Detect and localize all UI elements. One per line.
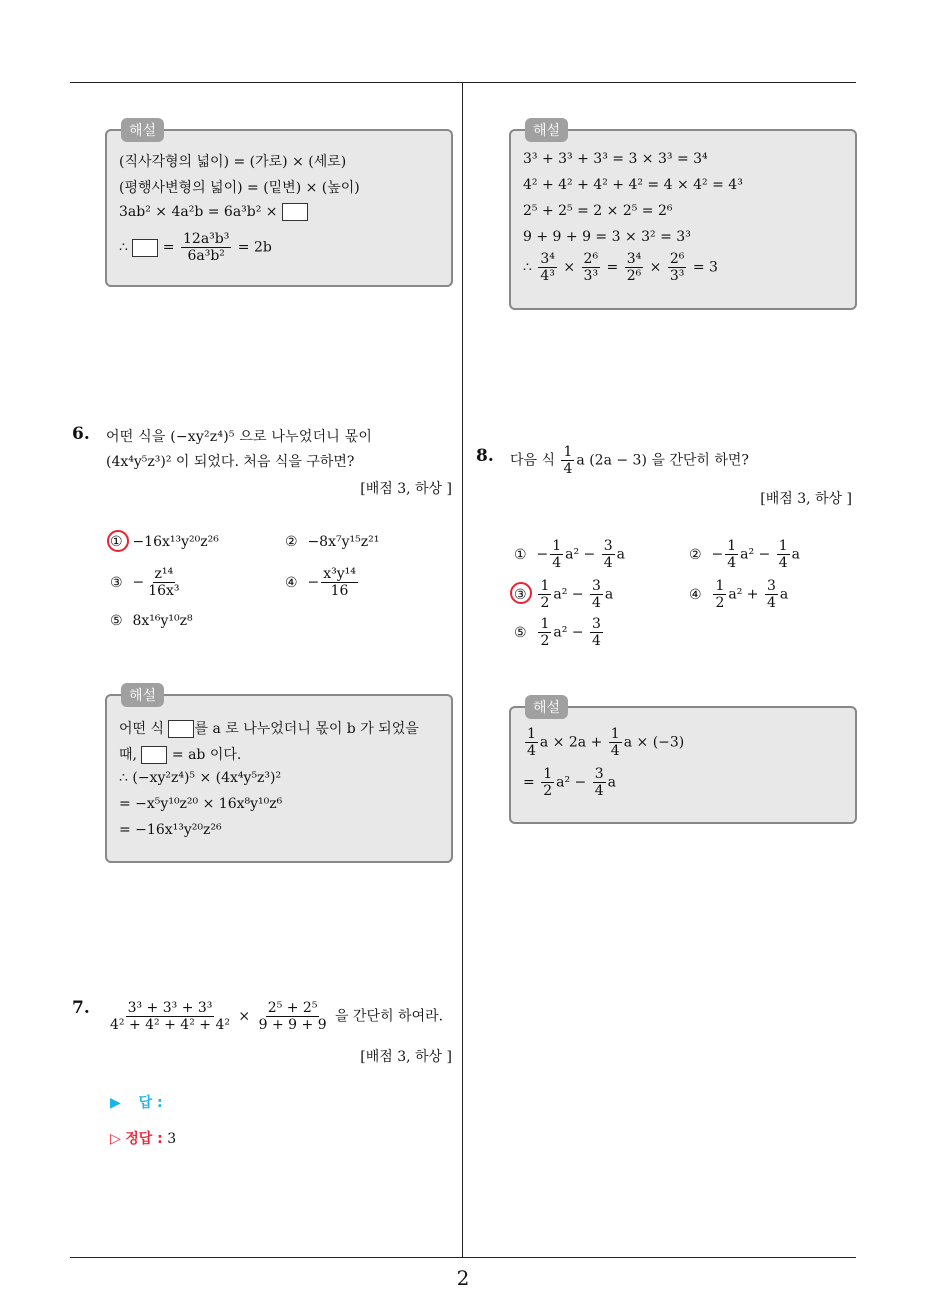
answer-placeholder-box [282, 203, 308, 221]
solution-line: = −16x¹³y²⁰z²⁶ [119, 822, 222, 838]
solution-box-q6 [105, 688, 453, 863]
solution-line: ∴ $\frac{\text{3⁴}}{\text{4³}}$ × $\frac{\text{2⁶}}{\text{3³}}$ = $\frac{\text{3⁴}}{\text{2⁶}}$ × $\frac{\text{2⁶}}{\text{3³}}$ = 3 [523, 251, 718, 285]
choice-2[interactable]: ② − $\frac{1}{4}$ a² − $\frac{1}{4}$ a [689, 538, 800, 572]
page-number: 2 [456, 1266, 470, 1290]
question-text: (4x⁴y⁵z³)² 이 되었다. 처음 식을 구하면? [106, 454, 355, 470]
solution-line: 때, = ab 이다. [119, 747, 242, 763]
choice-5[interactable]: ⑤ 8x¹⁶y¹⁰z⁸ [110, 613, 193, 629]
solution-line: 4² + 4² + 4² + 4² = 4 × 4² = 4³ [523, 177, 743, 193]
solution-line: 3ab² × 4a²b = 6a³b² × [119, 203, 308, 221]
fraction: $\frac{\text{2⁵ + 2⁵}}{9 + 9 + 9}$ [258, 1000, 327, 1034]
solution-tag: 해설 [121, 683, 164, 707]
solution-line: 2⁵ + 2⁵ = 2 × 2⁵ = 2⁶ [523, 203, 673, 219]
solution-line: ∴ (−xy²z⁴)⁵ × (4x⁴y⁵z³)² [119, 770, 282, 786]
choice-3[interactable]: ③ $\frac{1}{2}$ a² − $\frac{3}{4}$ a [514, 578, 614, 612]
choice-4[interactable]: ④ $\frac{1}{2}$ a² + $\frac{3}{4}$ a [689, 578, 789, 612]
solution-line: 어떤 식 를 a 로 나누었더니 몫이 b 가 되었을 [119, 721, 419, 737]
answer-row: ▶ 답 : [110, 1095, 163, 1111]
solution-box-q8 [509, 700, 857, 824]
play-arrow-icon: ▶ [110, 1095, 121, 1111]
fraction: $\frac{\text{3⁴}}{\text{4³}}$ [540, 251, 555, 285]
answer-placeholder-box [132, 239, 158, 257]
correct-answer-row: ▷ 정답 : 3 [110, 1131, 177, 1147]
choice-5[interactable]: ⑤ $\frac{1}{2}$ a² − $\frac{3}{4}$ [514, 616, 601, 650]
solution-line: (직사각형의 넓이) = (가로) × (세로) [119, 154, 347, 170]
hollow-arrow-icon: ▷ [110, 1131, 121, 1147]
question-number: 7. [72, 998, 90, 1018]
question-text: 다음 식 $\frac{1}{4}$ a (2a − 3) 을 간단히 하면? [510, 444, 749, 478]
column-divider [462, 83, 463, 1257]
fraction: $\frac{1}{4}$ [563, 444, 573, 478]
fraction: $\frac{\text{2⁶}}{\text{3³}}$ [669, 251, 685, 285]
solution-line: 9 + 9 + 9 = 3 × 3² = 3³ [523, 229, 691, 245]
choice-2[interactable]: ② −8x⁷y¹⁵z²¹ [285, 534, 380, 550]
solution-line: = −x⁵y¹⁰z²⁰ × 16x⁸y¹⁰z⁶ [119, 796, 283, 812]
solution-tag: 해설 [525, 118, 568, 142]
question-number: 6. [72, 424, 90, 444]
score-label: [배점 3, 하상 ] [760, 491, 852, 507]
answer-placeholder-box [168, 720, 194, 738]
solution-line: 3³ + 3³ + 3³ = 3 × 3³ = 3⁴ [523, 151, 708, 167]
fraction: $\frac{\text{12a³b³}}{\text{6a³b²}}$ [183, 231, 230, 265]
choice-1[interactable]: ① −16x¹³y²⁰z²⁶ [110, 534, 219, 550]
solution-tag: 해설 [525, 695, 568, 719]
solution-box-q7 [509, 123, 857, 310]
solution-line: $\frac{1}{4}$ a × 2a + $\frac{1}{4}$ a × (−3) [527, 726, 685, 760]
score-label: [배점 3, 하상 ] [360, 1049, 452, 1065]
choice-1[interactable]: ① − $\frac{1}{4}$ a² − $\frac{3}{4}$ a [514, 538, 625, 572]
question-number: 8. [476, 446, 494, 466]
choice-3[interactable]: ③ − $\frac{\text{z¹⁴}}{\text{16x³}}$ [110, 566, 180, 600]
solution-line: ∴ = $\frac{\text{12a³b³}}{\text{6a³b²}}$ = 2b [119, 231, 272, 265]
answer-placeholder-box [141, 746, 167, 764]
solution-box-q5 [105, 123, 453, 287]
fraction: $\frac{\text{3³ + 3³ + 3³}}{\text{4² + 4² + 4² + 4²}}$ [110, 1000, 230, 1034]
question-text: 어떤 식을 (−xy²z⁴)⁵ 으로 나누었더니 몫이 [106, 429, 373, 445]
fraction: $\frac{\text{3⁴}}{\text{2⁶}}$ [626, 251, 642, 285]
solution-tag: 해설 [121, 118, 164, 142]
top-rule [70, 82, 856, 83]
choice-4[interactable]: ④ − $\frac{\text{x³y¹⁴}}{16}$ [285, 566, 356, 600]
fraction: $\frac{\text{2⁶}}{\text{3³}}$ [583, 251, 599, 285]
bottom-rule [70, 1257, 856, 1258]
solution-line: = $\frac{1}{2}$ a² − $\frac{3}{4}$ a [523, 766, 616, 800]
solution-line: (평행사변형의 넓이) = (밑변) × (높이) [119, 180, 360, 196]
question-text: $\frac{\text{3³ + 3³ + 3³}}{\text{4² + 4² + 4² + 4²}}$ × $\frac{\text{2⁵ + 2⁵}}{9 + 9 + 9}$ 을 간단히 하여라. [110, 1000, 444, 1034]
score-label: [배점 3, 하상 ] [360, 481, 452, 497]
